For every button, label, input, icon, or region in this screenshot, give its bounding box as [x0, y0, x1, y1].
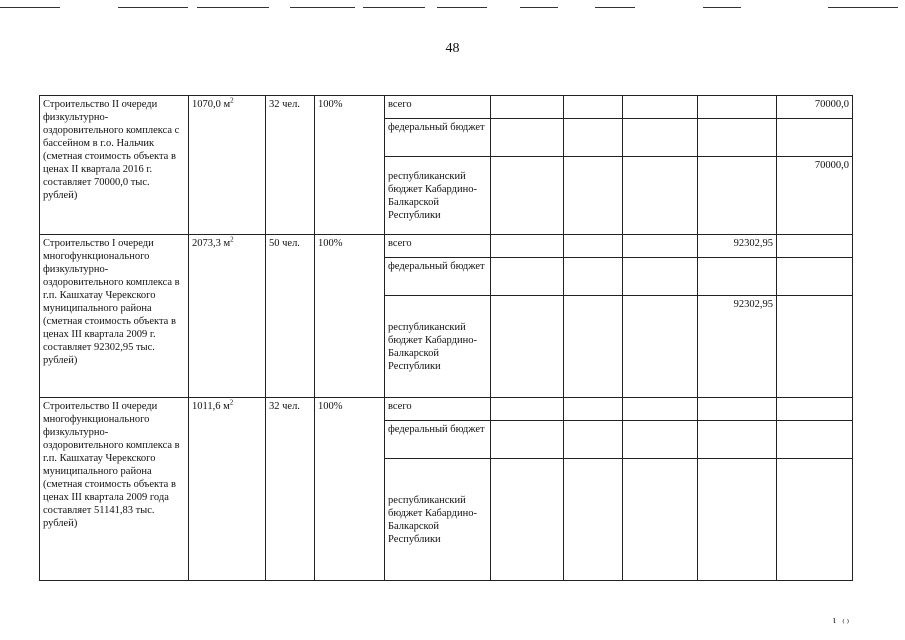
- funding-source: федеральный бюджет: [385, 119, 491, 157]
- funding-source: федеральный бюджет: [385, 421, 491, 459]
- amount-cell: [564, 398, 623, 421]
- area-unit-superscript: 2: [230, 96, 234, 105]
- object-readiness: 100%: [315, 96, 385, 235]
- amount-cell: [564, 96, 623, 119]
- object-area: [189, 96, 266, 235]
- table-row: [40, 398, 853, 421]
- amount-cell: [491, 157, 564, 235]
- area-unit-superscript: 2: [229, 398, 234, 407]
- amount-cell: [777, 421, 853, 459]
- object-capacity: 32 чел.: [266, 398, 315, 581]
- object-area: [189, 235, 266, 398]
- funding-source: всего: [385, 235, 491, 258]
- amount-cell: [491, 296, 564, 398]
- amount-cell: [777, 258, 853, 296]
- amount-cell: [777, 119, 853, 157]
- amount-cell: [777, 398, 853, 421]
- amount-cell: [623, 235, 698, 258]
- funding-source: республиканский бюджет Кабардино-Балкарской Республики: [385, 459, 491, 581]
- amount-cell: [623, 157, 698, 235]
- object-area: [189, 398, 266, 581]
- amount-cell: [491, 421, 564, 459]
- amount-cell: [623, 421, 698, 459]
- amount-cell: 70000,0: [777, 157, 853, 235]
- amount-cell: [491, 459, 564, 581]
- amount-cell: [564, 421, 623, 459]
- amount-cell: [564, 296, 623, 398]
- amount-cell: [623, 258, 698, 296]
- amount-cell: [491, 398, 564, 421]
- area-unit-superscript: 2: [230, 235, 234, 244]
- table-row: [40, 96, 853, 119]
- area-value: 1070,0 м: [192, 99, 231, 110]
- amount-cell: [698, 157, 777, 235]
- object-description: Строительство I очереди многофункционального физкультурно-оздоровительного комплекса в г.п. Кашхатау Черекского муниципального района (сметная стоимость объекта в ценах III квартала 2009 г. составляет 92302,95 тыс. рублей): [40, 235, 189, 398]
- funding-source: федеральный бюджет: [385, 258, 491, 296]
- area-value: 1011,6 м: [192, 401, 230, 412]
- amount-cell: [698, 398, 777, 421]
- amount-cell: [698, 258, 777, 296]
- amount-cell: [777, 459, 853, 581]
- object-capacity: 32 чел.: [266, 96, 315, 235]
- table-row: [40, 235, 853, 258]
- object-capacity: 50 чел.: [266, 235, 315, 398]
- amount-cell: 92302,95: [698, 235, 777, 258]
- amount-cell: [564, 157, 623, 235]
- funding-source: республиканский бюджет Кабардино-Балкарской Республики: [385, 296, 491, 398]
- amount-cell: [698, 96, 777, 119]
- amount-cell: [491, 235, 564, 258]
- amount-cell: [564, 258, 623, 296]
- amount-cell: [698, 421, 777, 459]
- object-readiness: 100%: [315, 235, 385, 398]
- amount-cell: [491, 96, 564, 119]
- amount-cell: [564, 235, 623, 258]
- amount-cell: [777, 235, 853, 258]
- amount-cell: 70000,0: [777, 96, 853, 119]
- amount-cell: [623, 459, 698, 581]
- amount-cell: [564, 459, 623, 581]
- funding-source: всего: [385, 398, 491, 421]
- amount-cell: [777, 296, 853, 398]
- amount-cell: [564, 119, 623, 157]
- amount-cell: [623, 96, 698, 119]
- scan-marks: ι ₍₎: [833, 615, 852, 626]
- top-scan-lines: [0, 0, 905, 12]
- budget-table: [39, 95, 853, 581]
- amount-cell: [698, 459, 777, 581]
- amount-cell: [623, 119, 698, 157]
- area-value: 2073,3 м: [192, 238, 231, 249]
- page-number: 48: [445, 41, 460, 56]
- object-description: Строительство II очереди физкультурно-оздоровительного комплекса с бассейном в г.о. Нальчик (сметная стоимость объекта в ценах II квартала 2016 г. составляет 70000,0 тыс. рублей): [40, 96, 189, 235]
- amount-cell: [491, 258, 564, 296]
- amount-cell: 92302,95: [698, 296, 777, 398]
- amount-cell: [623, 398, 698, 421]
- object-description: Строительство II очереди многофункционального физкультурно-оздоровительного комплекса в г.п. Кашхатау Черекского муниципального района (сметная стоимость объекта в ценах III квартала 2009 года составляет 51141,83 тыс. рублей): [40, 398, 189, 581]
- funding-source: всего: [385, 96, 491, 119]
- object-readiness: 100%: [315, 398, 385, 581]
- amount-cell: [623, 296, 698, 398]
- amount-cell: [491, 119, 564, 157]
- funding-source: республиканский бюджет Кабардино-Балкарской Республики: [385, 157, 491, 235]
- amount-cell: [698, 119, 777, 157]
